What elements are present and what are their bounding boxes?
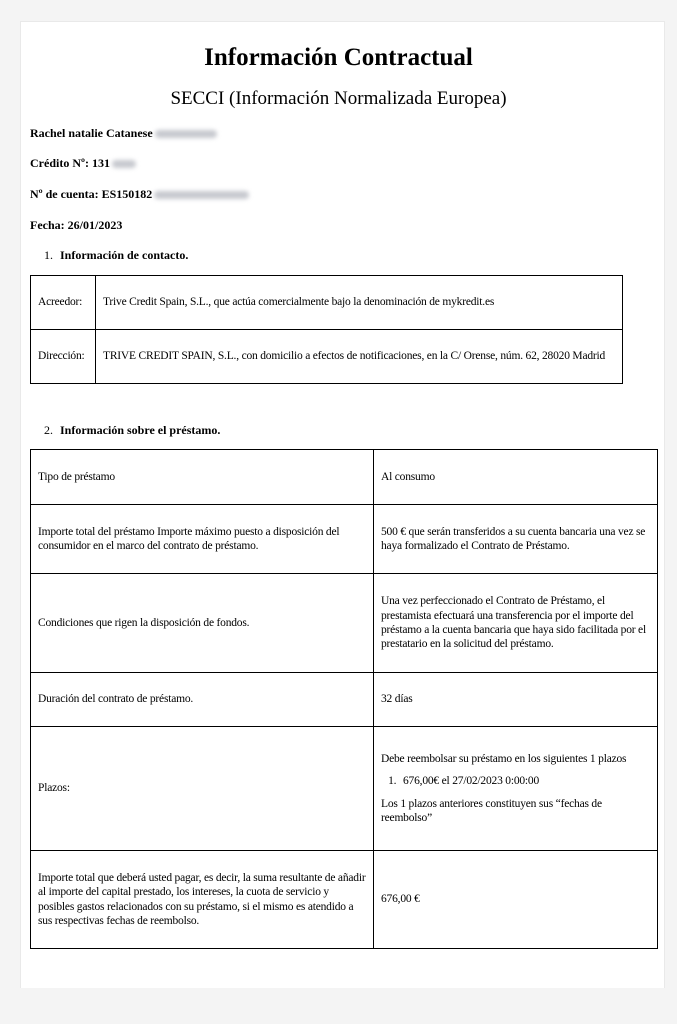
installments-list (381, 774, 650, 788)
credit-number-field (30, 156, 136, 171)
redacted-text (154, 191, 249, 199)
credit-number: Crédito Nº: 131 (30, 156, 110, 170)
row-value: Trive Credit Spain, S.L., que actúa comercialmente bajo la denominación de mykredit.es (96, 276, 623, 330)
table-row (31, 276, 623, 330)
table-row (31, 505, 658, 574)
row-value: TRIVE CREDIT SPAIN, S.L., con domicilio a efectos de notificaciones, en la C/ Orense, núm. 62, 28020 Madrid (96, 330, 623, 384)
table-row (31, 574, 658, 673)
row-label: Plazos: (31, 727, 374, 851)
document-subtitle: SECCI (Información Normalizada Europea) (170, 88, 507, 109)
section-title: Información sobre el préstamo. (60, 423, 221, 437)
row-value (374, 727, 658, 851)
contact-info-table (30, 275, 623, 384)
installment-item: 1. 676,00€ el 27/02/2023 0:00:00 (399, 774, 650, 788)
document-date: Fecha: 26/01/2023 (30, 218, 123, 232)
client-name: Rachel natalie Catanese (30, 126, 153, 140)
redacted-text (112, 160, 136, 168)
installments-intro: Debe reembolsar su préstamo en los siguientes 1 plazos (381, 752, 627, 765)
account-number: Nº de cuenta: ES150182 (30, 187, 153, 201)
row-label: Tipo de préstamo (31, 450, 374, 505)
section-number: 2. (44, 423, 53, 437)
table-row (31, 851, 658, 949)
loan-info-table (30, 449, 658, 949)
row-label: Acreedor: (31, 276, 96, 330)
account-number-field (30, 187, 249, 202)
table-row (31, 673, 658, 727)
document-title: Información Contractual (204, 44, 473, 71)
section-heading-contact (44, 248, 188, 263)
row-label: Dirección: (31, 330, 96, 384)
row-value: 500 € que serán transferidos a su cuenta bancaria una vez se haya formalizado el Contrato de Préstamo. (374, 505, 658, 574)
table-row (31, 450, 658, 505)
row-label: Importe total del préstamo Importe máximo puesto a disposición del consumidor en el marco del contrato de préstamo. (31, 505, 374, 574)
row-label: Condiciones que rigen la disposición de fondos. (31, 574, 374, 673)
table-row (31, 727, 658, 851)
section-heading-loan (44, 423, 220, 438)
row-value: Una vez perfeccionado el Contrato de Préstamo, el prestamista efectuará una transferencia por el importe del préstamo a la cuenta bancaria que haya sido facilitada por el prestatario en la solicitud del préstamo. (374, 574, 658, 673)
installments-outro: Los 1 plazos anteriores constituyen sus “fechas de reembolso” (381, 797, 602, 824)
date-field (30, 218, 122, 233)
row-label: Duración del contrato de préstamo. (31, 673, 374, 727)
row-value: Al consumo (374, 450, 658, 505)
viewer-bottom-margin (0, 988, 677, 1024)
redacted-text (155, 130, 217, 138)
row-value: 32 días (374, 673, 658, 727)
client-name-field (30, 126, 217, 141)
row-value: 676,00 € (374, 851, 658, 949)
row-label: Importe total que deberá usted pagar, es decir, la suma resultante de añadir al importe del capital prestado, los intereses, la cuota de servicio y posibles gastos relacionados con su préstamo, si el mismo es atendido a sus respectivas fechas de reembolso. (31, 851, 374, 949)
table-row (31, 330, 623, 384)
section-title: Información de contacto. (60, 248, 189, 262)
section-number: 1. (44, 248, 53, 262)
